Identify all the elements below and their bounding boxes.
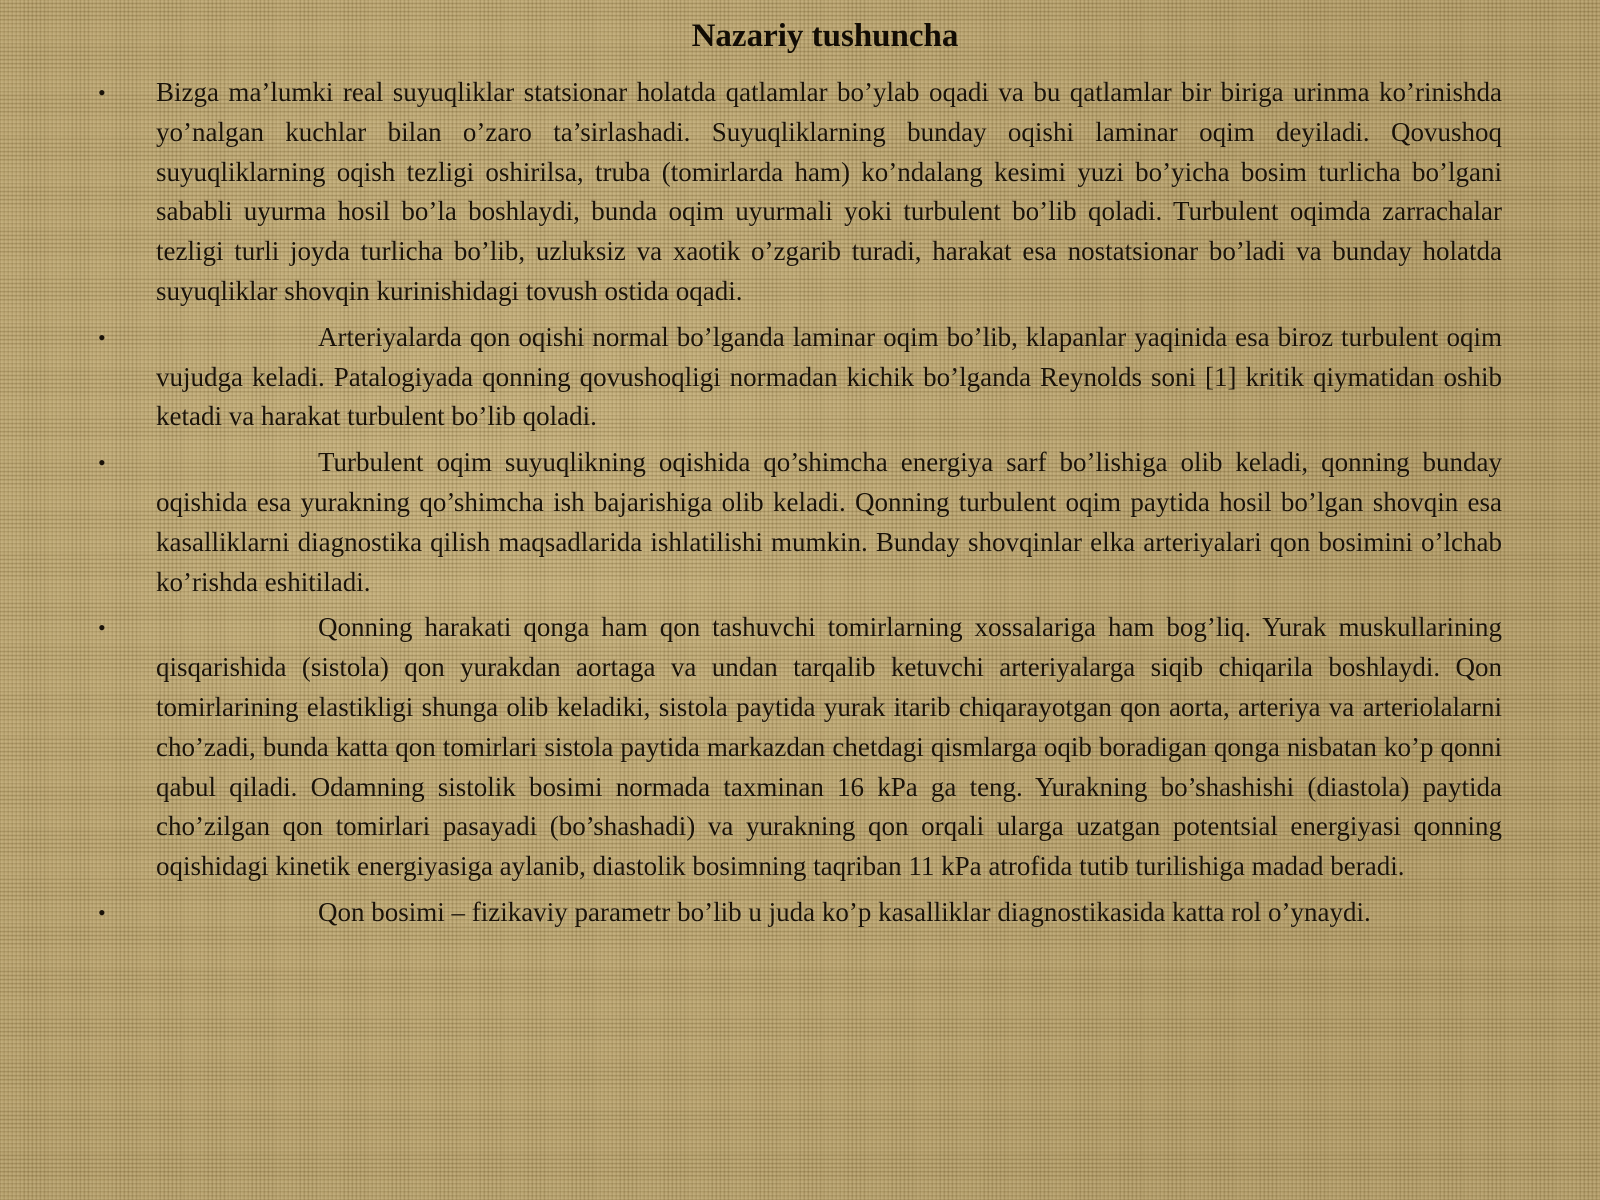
paragraph-blood-pressure: Qon bosimi – fizikaviy parametr bo’lib u juda ko’p kasalliklar diagnostikasida katta rol o’ynaydi. [318,896,1371,927]
paragraph-arteries: Arteriyalarda qon oqishi normal bo’lganda laminar oqim bo’lib, klapanlar yaqinida esa biroz turbulent oqim vujudga keladi. Patalogiyada qonning qovushoqligi normadan kichik bo’lganda Reynolds soni [1] kritik qiymatidan oshib ketadi va harakat turbulent bo’lib qoladi. [156,321,1502,432]
bullet-item-5 [90,893,1502,933]
paragraph-laminar-flow: Bizga ma’lumki real suyuqliklar statsionar holatda qatlamlar bo’ylab oqadi va bu qatlamlar bir biriga urinma ko’rinishda yo’nalgan kuchlar bilan o’zaro ta’sirlashadi. Suyuqliklarning bunday oqishi laminar oqim deyiladi. Qovushoq suyuqliklarning oqish tezligi oshirilsa, truba (tomirlarda ham) ko’ndalang kesimi yuzi bo’yicha bosim turlicha bo’lgani sababli uyurma hosil bo’la boshlaydi, bunda oqim uyurmali yoki turbulent bo’lib qoladi. Turbulent oqimda zarrachalar tezligi turli joyda turlicha bo’lib, uzluksiz va xaotik o’zgarib turadi, harakat esa nostatsionar bo’ladi va bunday holatda suyuqliklar shovqin kurinishidagi tovush ostida oqadi. [156,77,1502,306]
bullet-item-4 [90,608,1502,887]
bullet-item-2 [90,318,1502,437]
slide-title: Nazariy tushuncha [691,18,959,54]
bullet-dot-icon: • [98,899,106,925]
bullet-item-3 [90,443,1502,602]
bullet-item-1 [90,73,1502,312]
bullet-dot-icon: • [98,615,106,641]
bullet-dot-icon: • [98,324,106,350]
bullet-list [90,73,1502,939]
bullet-dot-icon: • [98,80,106,105]
bullet-dot-icon: • [98,450,106,476]
paragraph-blood-movement: Qonning harakati qonga ham qon tashuvchi tomirlarning xossalariga ham bog’liq. Yurak muskullarining qisqarishida (sistola) qon yurakdan aortaga va undan tarqalib ketuvchi arteriyalarga siqib chiqarila boshlaydi. Qon tomirlarining elastikligi shunga olib keladiki, sistola paytida yurak itarib chiqarayotgan qon aorta, arteriya va arteriolalarni cho’zadi, bunda katta qon tomirlari sistola paytida markazdan chetdagi qismlarga oqib boradigan qonga nisbatan ko’p qonni qabul qiladi. Odamning sistolik bosimi normada taxminan 16 kPa ga teng. Yurakning bo’shashishi (diastola) paytida cho’zilgan qon tomirlari pasayadi (bo’shashadi) va yurakning qon orqali ularga uzatgan potentsial energiyasi qonning oqishidagi kinetik energiyasiga aylanib, diastolik bosimning taqriban 11 kPa atrofida tutib turilishiga madad beradi. [156,612,1502,882]
paragraph-turbulent-flow: Turbulent oqim suyuqlikning oqishida qo’shimcha energiya sarf bo’lishiga olib keladi, qonning bunday oqishida esa yurakning qo’shimcha ish bajarishiga olib keladi. Qonning turbulent oqim paytida hosil bo’lgan shovqin esa kasalliklarni diagnostika qilish maqsadlarida ishlatilishi mumkin. Bunday shovqinlar elka arteriyalari qon bosimini o’lchab ko’rishda eshitiladi. [156,447,1502,597]
